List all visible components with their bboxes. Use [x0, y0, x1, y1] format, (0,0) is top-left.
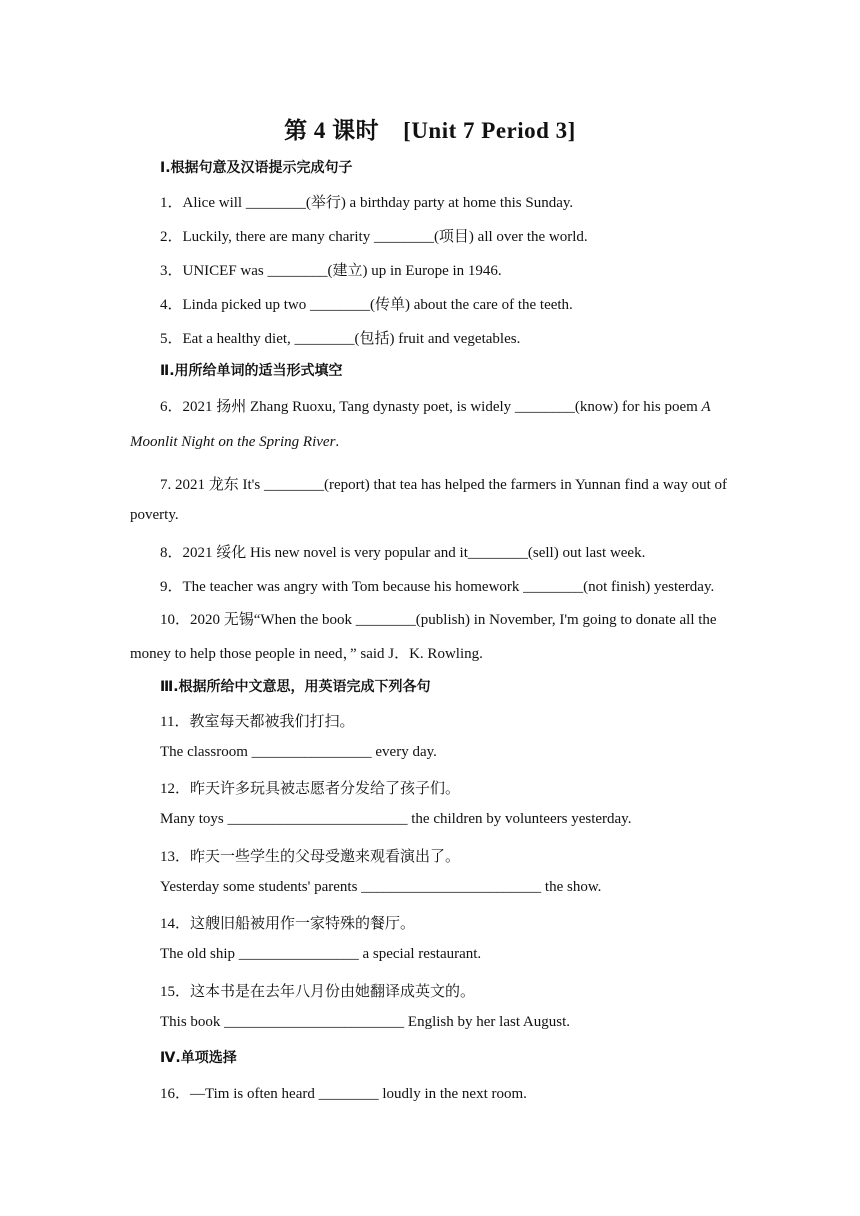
question-15-english: This book ________________________ English by her last August. [160, 1014, 570, 1030]
title-main: 第 4 课时 [284, 118, 380, 143]
question-13-english: Yesterday some students' parents ________________________ the show. [160, 879, 602, 895]
question-9: 9．The teacher was angry with Tom because his homework ________(not finish) yesterday. [160, 579, 715, 595]
question-6-cont [130, 434, 339, 451]
question-7-cont: poverty. [130, 507, 179, 523]
question-11: 11．教室每天都被我们打扫。 [160, 714, 355, 730]
question-14: 14．这艘旧船被用作一家特殊的餐厅。 [160, 916, 416, 932]
page-title [0, 112, 860, 145]
question-3: 3．UNICEF was ________(建立) up in Europe in 1946. [160, 263, 502, 279]
question-4: 4．Linda picked up two ________(传单) about the care of the teeth. [160, 297, 573, 313]
question-6-poem-start: A [701, 399, 711, 415]
question-6-text: 6．2021 扬州 Zhang Ruoxu, Tang dynasty poet, is widely ________(know) for his poem [160, 399, 702, 415]
title-sub: [Unit 7 Period 3] [403, 118, 576, 143]
question-10: 10．2020 无锡“When the book ________(publish) in November, I'm going to donate all the [160, 612, 717, 628]
question-6 [160, 395, 711, 416]
question-15: 15．这本书是在去年八月份由她翻译成英文的。 [160, 984, 476, 1000]
section-heading-1: Ⅰ.根据句意及汉语提示完成句子 [160, 160, 353, 176]
question-8: 8．2021 绥化 His new novel is very popular and it________(sell) out last week. [160, 545, 646, 561]
section-heading-2: Ⅱ.用所给单词的适当形式填空 [160, 363, 343, 379]
question-10-cont: money to help those people in need，” said J．K. Rowling. [130, 646, 483, 662]
question-16: 16．—Tim is often heard ________ loudly in the next room. [160, 1086, 527, 1102]
question-6-poem-title: Moonlit Night on the Spring River [130, 434, 336, 450]
question-12: 12．昨天许多玩具被志愿者分发给了孩子们。 [160, 781, 461, 797]
section-heading-3: Ⅲ.根据所给中文意思，用英语完成下列各句 [160, 679, 431, 695]
question-13: 13．昨天一些学生的父母受邀来观看演出了。 [160, 849, 461, 865]
question-2: 2．Luckily, there are many charity ________(项目) all over the world. [160, 229, 588, 245]
question-5: 5．Eat a healthy diet, ________(包括) fruit and vegetables. [160, 331, 521, 347]
question-7: 7. 2021 龙东 It's ________(report) that tea has helped the farmers in Yunnan find a way out of [160, 477, 728, 493]
question-14-english: The old ship ________________ a special restaurant. [160, 946, 482, 962]
question-11-english: The classroom ________________ every day. [160, 744, 437, 760]
question-6-end: . [335, 434, 340, 450]
section-heading-4: Ⅳ.单项选择 [160, 1050, 237, 1066]
question-12-english: Many toys ________________________ the children by volunteers yesterday. [160, 811, 632, 827]
question-1: 1．Alice will ________(举行) a birthday party at home this Sunday. [160, 195, 574, 211]
